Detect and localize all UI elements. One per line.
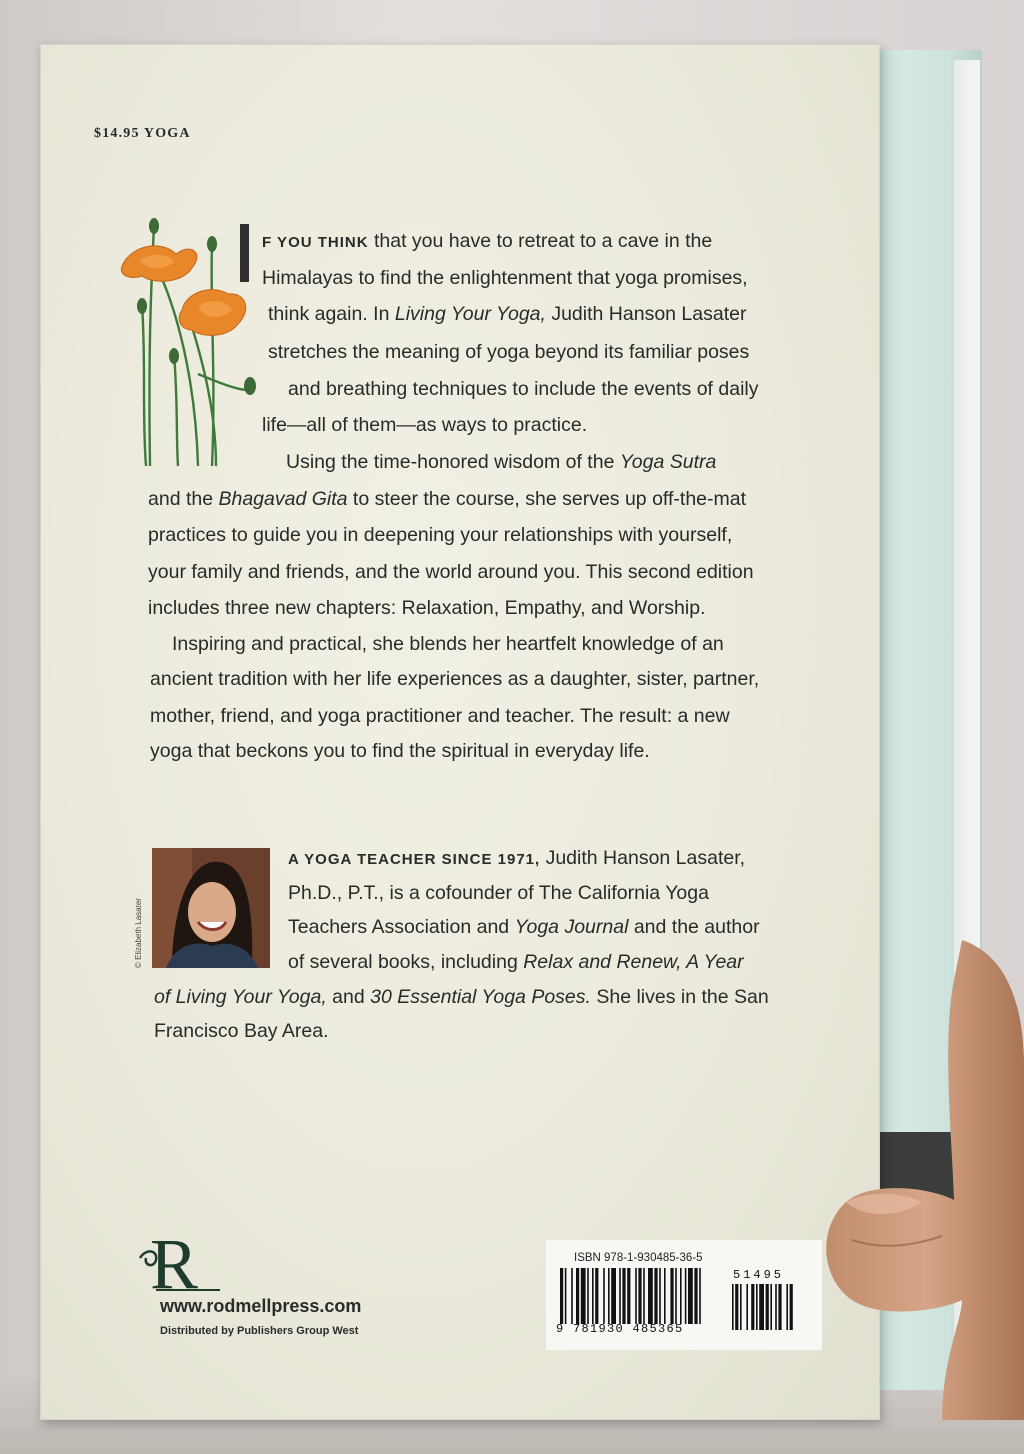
barcode-bar	[627, 1268, 630, 1324]
blurb-line: and breathing techniques to include the events of daily	[288, 378, 759, 400]
barcode-bar	[735, 1284, 738, 1330]
publisher-url: www.rodmellpress.com	[160, 1296, 362, 1316]
price-category: $14.95 YOGA	[94, 126, 191, 141]
barcode-bar	[587, 1268, 589, 1324]
barcode-bar	[571, 1268, 573, 1324]
barcode-bar	[622, 1268, 625, 1324]
blurb-line: Using the time-honored wisdom of the Yoga Sutra	[286, 451, 717, 473]
barcode-bar	[603, 1268, 605, 1324]
barcode-bar	[560, 1268, 563, 1324]
barcode-bar	[778, 1284, 781, 1330]
barcode-bar	[759, 1284, 764, 1330]
blurb-line: and the Bhagavad Gita to steer the course, she serves up off-the-mat	[148, 488, 747, 510]
barcode-bar	[699, 1268, 701, 1324]
barcode-bar	[619, 1268, 621, 1324]
blurb-line: life—all of them—as ways to practice.	[262, 414, 588, 436]
barcode-bar	[685, 1268, 687, 1324]
author-bio-line: A YOGA TEACHER SINCE 1971, Judith Hanson Lasater,	[288, 847, 746, 869]
barcode-bar	[746, 1284, 748, 1330]
barcode-bar	[654, 1268, 657, 1324]
barcode-bar	[659, 1268, 661, 1324]
barcode-bar	[565, 1268, 567, 1324]
blurb-line: yoga that beckons you to find the spiritual in everyday life.	[150, 740, 650, 762]
barcode-bar	[790, 1284, 793, 1330]
barcode-bar	[751, 1284, 754, 1330]
author-bio-line: Francisco Bay Area.	[154, 1020, 329, 1042]
barcode-bar	[648, 1268, 653, 1324]
barcode-bar	[675, 1268, 677, 1324]
barcode-bar	[595, 1268, 598, 1324]
barcode-bar	[756, 1284, 758, 1330]
barcode-bar	[608, 1268, 610, 1324]
barcode-bar	[694, 1268, 697, 1324]
blurb-line: think again. In Living Your Yoga, Judith Hanson Lasater	[268, 303, 747, 325]
isbn-number: ISBN 978-1-930485-36-5	[574, 1252, 703, 1264]
author-bio-line: of Living Your Yoga, and 30 Essential Yoga Poses. She lives in the San	[154, 986, 769, 1008]
barcode-bar	[688, 1268, 693, 1324]
rodmell-logo-icon	[136, 1228, 224, 1300]
blurb-line: Himalayas to find the enlightenment that yoga promises,	[262, 267, 748, 289]
photo-credit: © Elizabeth Lasater	[134, 898, 143, 968]
author-bio-line: Ph.D., P.T., is a cofounder of The California Yoga	[288, 882, 709, 904]
blurb-line: mother, friend, and yoga practitioner and teacher. The result: a new	[150, 705, 730, 727]
barcode-bar	[635, 1268, 637, 1324]
drop-cap-I	[240, 224, 249, 282]
blurb-line: Inspiring and practical, she blends her heartfelt knowledge of an	[172, 633, 724, 655]
barcode-bar	[611, 1268, 616, 1324]
barcode-bar	[581, 1268, 586, 1324]
author-bio-line: Teachers Association and Yoga Journal and the author	[288, 916, 760, 938]
svg-text:R: R	[150, 1228, 199, 1300]
blurb-line: F YOU THINK that you have to retreat to a cave in the	[262, 230, 713, 252]
author-bio-line: of several books, including Relax and Renew, A Year	[288, 951, 744, 973]
blurb-line: your family and friends, and the world around you. This second edition	[148, 561, 754, 583]
blurb-line: stretches the meaning of yoga beyond its familiar poses	[268, 341, 750, 363]
barcode-bar	[680, 1268, 682, 1324]
hand-thumb	[822, 940, 1024, 1420]
barcode-bar	[770, 1284, 772, 1330]
barcode-bar	[643, 1268, 645, 1324]
barcode-bar	[664, 1268, 666, 1324]
barcode-bar	[592, 1268, 594, 1324]
barcode-bar	[638, 1268, 641, 1324]
barcode-price-code: 51495	[733, 1268, 785, 1282]
barcode-bar	[740, 1284, 742, 1330]
barcode-bar	[786, 1284, 788, 1330]
blurb-line: includes three new chapters: Relaxation, Empathy, and Worship.	[148, 597, 706, 619]
blurb-line: practices to guide you in deepening your relationships with yourself,	[148, 524, 733, 546]
barcode-bar	[766, 1284, 769, 1330]
barcode-bar	[775, 1284, 777, 1330]
distributor-line: Distributed by Publishers Group West	[160, 1325, 359, 1337]
blurb-line: ancient tradition with her life experiences as a daughter, sister, partner,	[150, 668, 760, 690]
barcode-bar	[576, 1268, 579, 1324]
barcode-bar	[670, 1268, 673, 1324]
barcode-digits: 9 781930 485365	[556, 1322, 684, 1336]
barcode-bar	[732, 1284, 734, 1330]
author-photo	[152, 848, 270, 968]
